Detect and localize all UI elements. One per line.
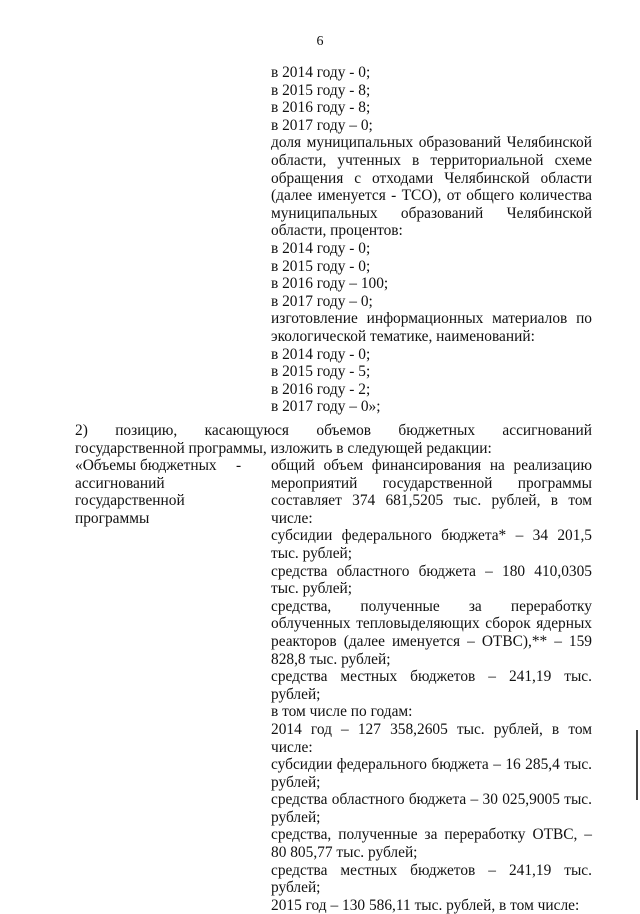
year-line: в 2015 году - 0; <box>271 257 371 275</box>
budget-2014-regional: средства областного бюджета – 30 025,9005 тыс. рублей; <box>271 791 592 826</box>
year-line: в 2016 году – 100; <box>271 275 389 293</box>
year-line: в 2014 году - 0; <box>271 239 371 257</box>
budget-total: общий объем финансирования на реализацию мероприятий государственной программы составляет 374 681,5205 тыс. рублей, в том числе: <box>271 457 592 527</box>
page-number: 6 <box>316 34 324 49</box>
year-line: в 2017 году – 0; <box>271 116 373 134</box>
item-2-text-1: 2) позицию, касающуюся объемов бюджетных ассигнований <box>75 422 592 439</box>
item-2-text-2: государственной программы, изложить в следующей редакции: <box>75 440 492 457</box>
budget-by-years-heading: в том числе по годам: <box>271 703 413 721</box>
label-dash: - <box>236 457 242 474</box>
year-line: в 2015 году - 8; <box>271 81 371 99</box>
budget-2015-total: 2015 год – 130 586,11 тыс. рублей, в том числе: <box>271 896 580 914</box>
indicator-values-block <box>271 64 592 416</box>
year-line: в 2014 году - 0; <box>271 345 371 363</box>
year-line: в 2017 году – 0; <box>271 292 373 310</box>
budget-2014-otvs: средства, полученные за переработку ОТВС, – 80 805,77 тыс. рублей; <box>271 826 592 862</box>
indicator-tso-share: доля муниципальных образований Челябинской области, учтенных в территориальной схеме обращения с отходами Челябинской области (далее именуется - ТСО), от общего количества муниципальных образований Челябинской области, процентов: <box>271 134 592 240</box>
budget-federal: субсидии федерального бюджета* – 34 201,5 тыс. рублей; <box>271 527 592 562</box>
scan-edge-mark <box>636 730 638 800</box>
year-line: в 2015 году - 5; <box>271 363 371 381</box>
item-2-paragraph-line-1 <box>75 422 592 440</box>
year-line: в 2016 году - 2; <box>271 380 371 398</box>
budget-otvs: средства, полученные за переработку облученных тепловыделяющих сборок ядерных реакторов (далее именуется – ОТВС),** – 159 828,8 тыс. рублей; <box>271 597 592 668</box>
budget-local: средства местных бюджетов – 241,19 тыс. рублей; <box>271 668 592 703</box>
budget-2014-local: средства местных бюджетов – 241,19 тыс. рублей; <box>271 861 592 897</box>
indicator-info-materials: изготовление информационных материалов по экологической тематике, наименований: <box>271 310 592 345</box>
budget-regional: средства областного бюджета – 180 410,0305 тыс. рублей; <box>271 562 592 598</box>
year-line: в 2016 году - 8; <box>271 99 371 117</box>
budget-details-block <box>271 457 592 914</box>
budget-2014-federal: субсидии федерального бюджета – 16 285,4 тыс. рублей; <box>271 756 592 791</box>
budget-label: «Объемы бюджетных ассигнований государственной программы <box>75 457 217 527</box>
year-line: в 2014 году - 0; <box>271 64 371 81</box>
year-line: в 2017 году – 0»; <box>271 398 381 416</box>
budget-2014-total: 2014 год – 127 358,2605 тыс. рублей, в том числе: <box>271 720 592 756</box>
item-2-paragraph-line-2 <box>75 440 592 458</box>
